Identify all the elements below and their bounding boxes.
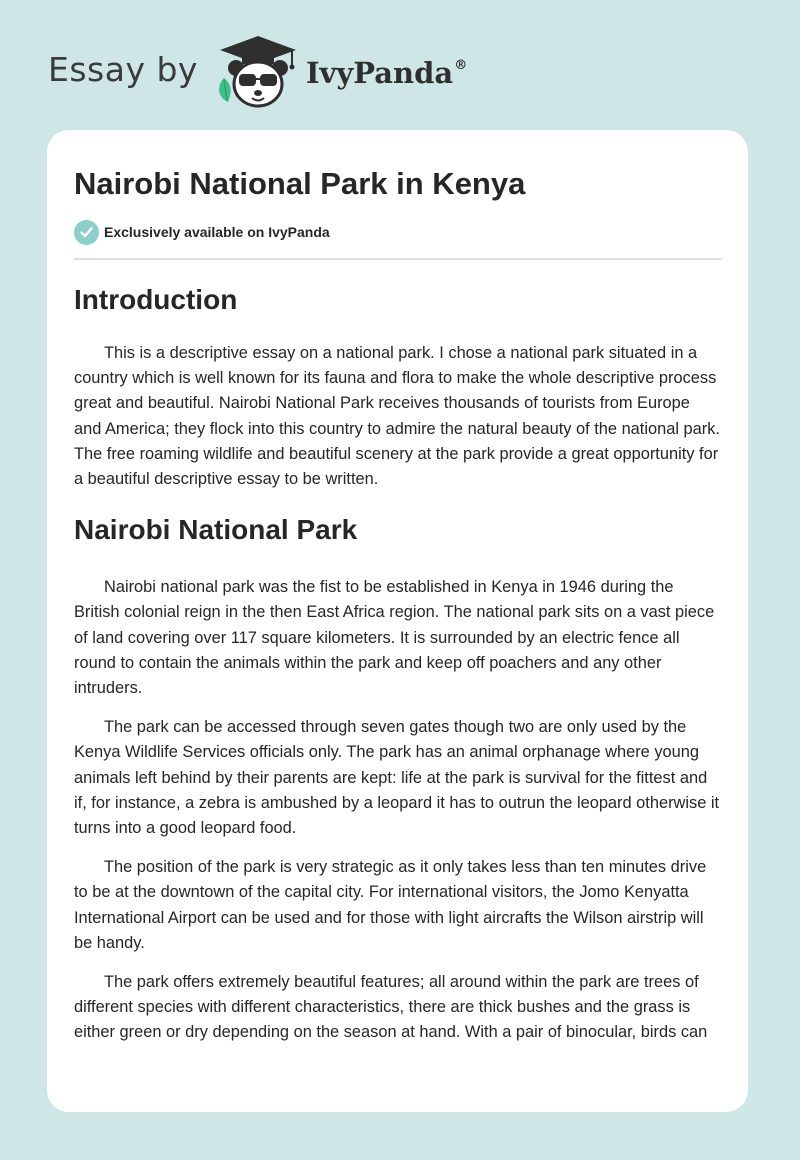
divider [74, 258, 721, 260]
essay-by-label: Essay by [48, 49, 198, 89]
badge-text: Exclusively available on IvyPanda [104, 224, 330, 240]
paragraph: The park can be accessed through seven gates though two are only used by the Kenya Wildlife Services officials only. The park has an animal orphanage where young animals left behind by their parents are kept: life at the park is survival for the fittest and if, for instance, a zebra is ambushed by a leopard it has to outrun the leopard otherwise it turns into a good leopard food. [74, 718, 720, 838]
paragraph: This is a descriptive essay on a national park. I chose a national park situated in a country which is well known for its fauna and flora to make the whole descriptive process great and beautiful. Nairobi National Park receives thousands of tourists from Europe and America; they flock into this country to admire the natural beauty of the national park. The free roaming wildlife and beautiful scenery at the park provide a great opportunity for a beautiful descriptive essay to be written. [74, 344, 720, 489]
paragraph: The position of the park is very strategic as it only takes less than ten minutes drive to be at the downtown of the capital city. For international visitors, the Jomo Kenyatta International Airport can be used and for those with light aircrafts the Wilson airstrip will be handy. [74, 858, 707, 952]
check-circle-icon [74, 220, 99, 245]
registered-mark: ® [454, 58, 468, 73]
section-heading-introduction: Introduction [74, 284, 238, 315]
paragraph: The park offers extremely beautiful features; all around within the park are trees of different species with different characteristics, there are thick bushes and the grass is either green or dry depending on the season at hand. With a pair of binocular, birds can [74, 973, 708, 1042]
section-heading-nairobi-national-park: Nairobi National Park [74, 514, 358, 546]
brand-name-text: IvyPanda [305, 56, 454, 90]
paragraph: Nairobi national park was the fist to be established in Kenya in 1946 during the British colonial reign in the then East Africa region. The national park sits on a vast piece of land covering over 117 square kilometers. It is surrounded by an electric fence all round to contain the animals within the park and keep off poachers and any other intruders. [74, 578, 715, 698]
panda-logo-icon[interactable] [212, 34, 304, 110]
brand-name[interactable] [306, 56, 467, 90]
essay-card [47, 130, 748, 1112]
page-title: Nairobi National Park in Kenya [74, 166, 526, 201]
brand-header [48, 34, 467, 110]
exclusive-badge [74, 219, 721, 245]
